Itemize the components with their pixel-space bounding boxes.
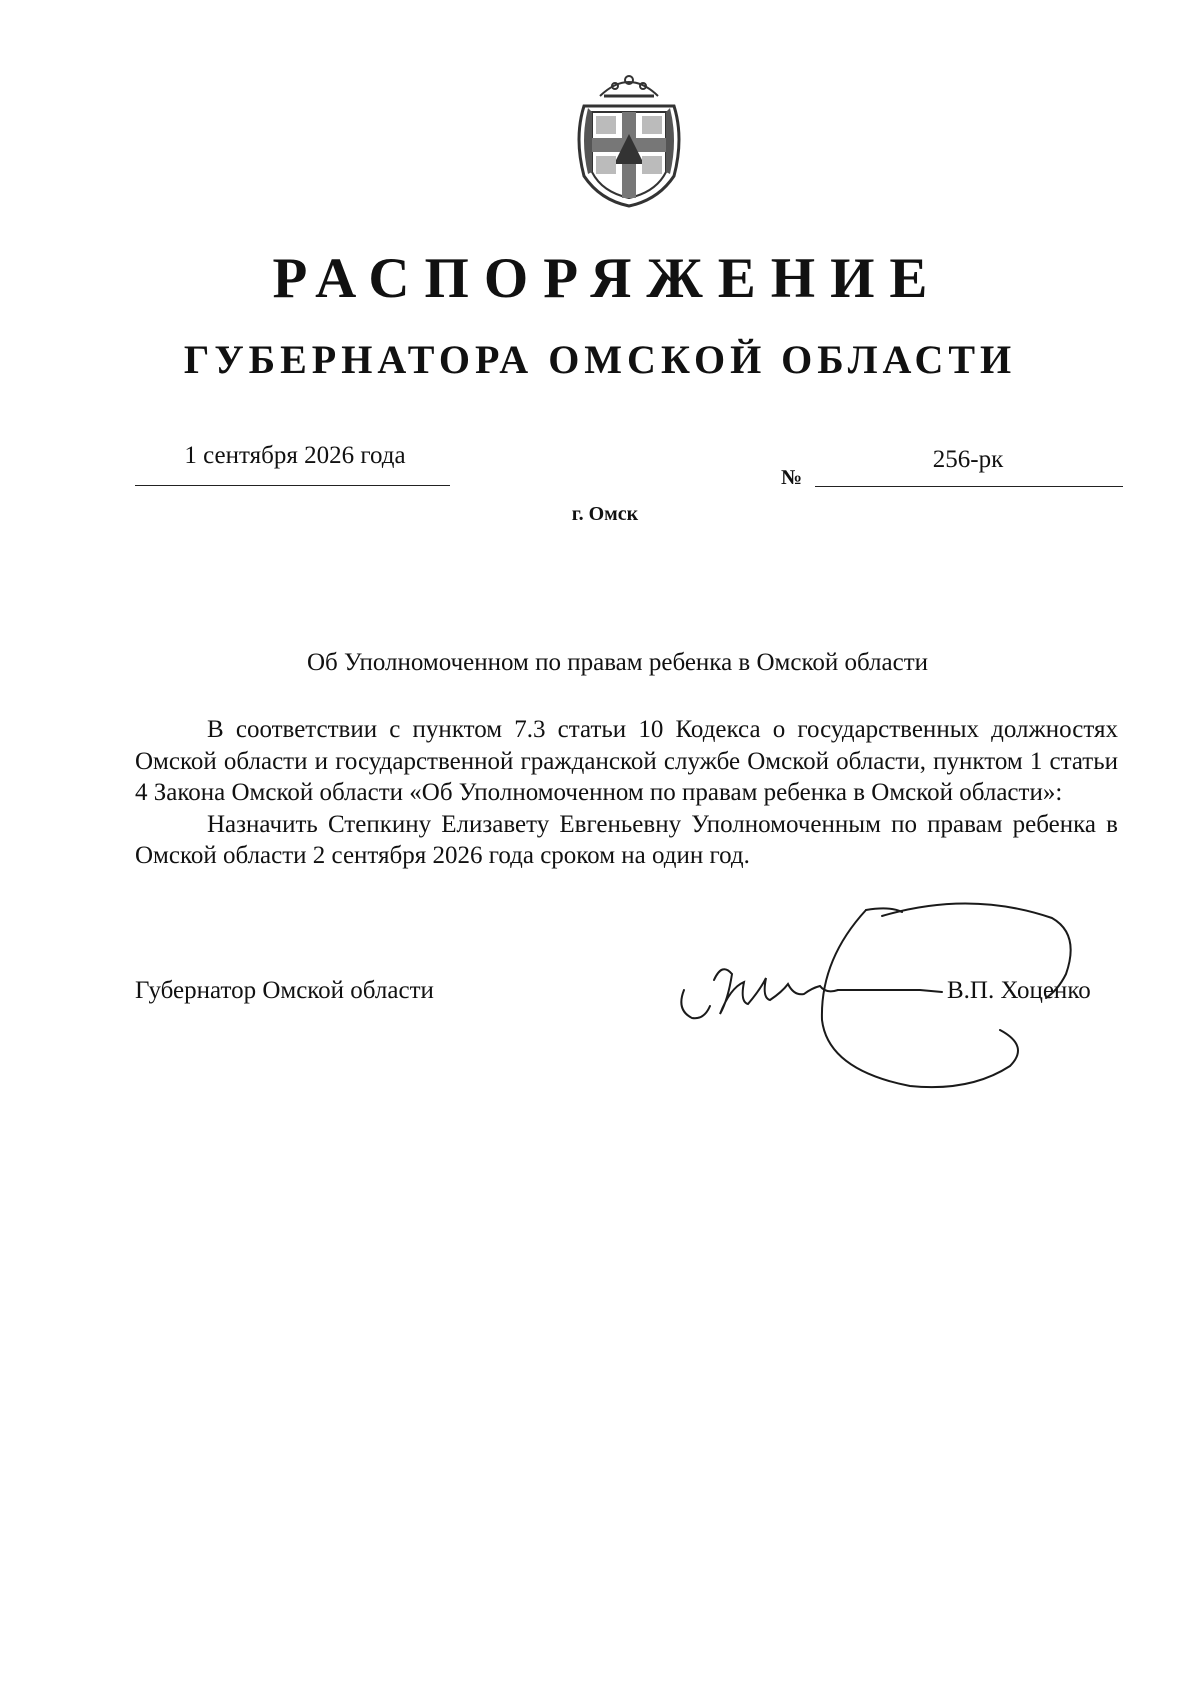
document-type-heading: РАСПОРЯЖЕНИЕ bbox=[272, 247, 943, 310]
body-paragraph: В соответствии с пунктом 7.3 статьи 10 Кодекса о государственных должностях Омской области и государственной гражданской службе Омской области, пунктом 1 статьи 4 Закона Омской области «Об Уполномоченном по правам ребенка в Омской области»: bbox=[135, 716, 1118, 806]
handwritten-signature bbox=[670, 870, 1130, 1090]
document-date: 1 сентября 2026 года bbox=[184, 442, 406, 469]
city-label: г. Омск bbox=[571, 503, 639, 525]
number-underline bbox=[815, 486, 1123, 487]
date-underline bbox=[135, 485, 450, 486]
document-body bbox=[135, 714, 1118, 872]
issuer-heading: ГУБЕРНАТОРА ОМСКОЙ ОБЛАСТИ bbox=[183, 337, 1017, 382]
document-number: 256-рк bbox=[932, 446, 1004, 473]
body-paragraph: Назначить Степкину Елизавету Евгеньевну Уполномоченным по правам ребенка в Омской области 2 сентября 2026 года сроком на один год. bbox=[135, 810, 1118, 869]
document-title: Об Уполномоченном по правам ребенка в Омской области bbox=[306, 649, 929, 676]
signatory-position: Губернатор Омской области bbox=[135, 977, 434, 1004]
number-sign: № bbox=[781, 465, 803, 489]
coat-of-arms-emblem bbox=[570, 68, 688, 210]
signatory-name: В.П. Хоценко bbox=[947, 977, 1091, 1004]
